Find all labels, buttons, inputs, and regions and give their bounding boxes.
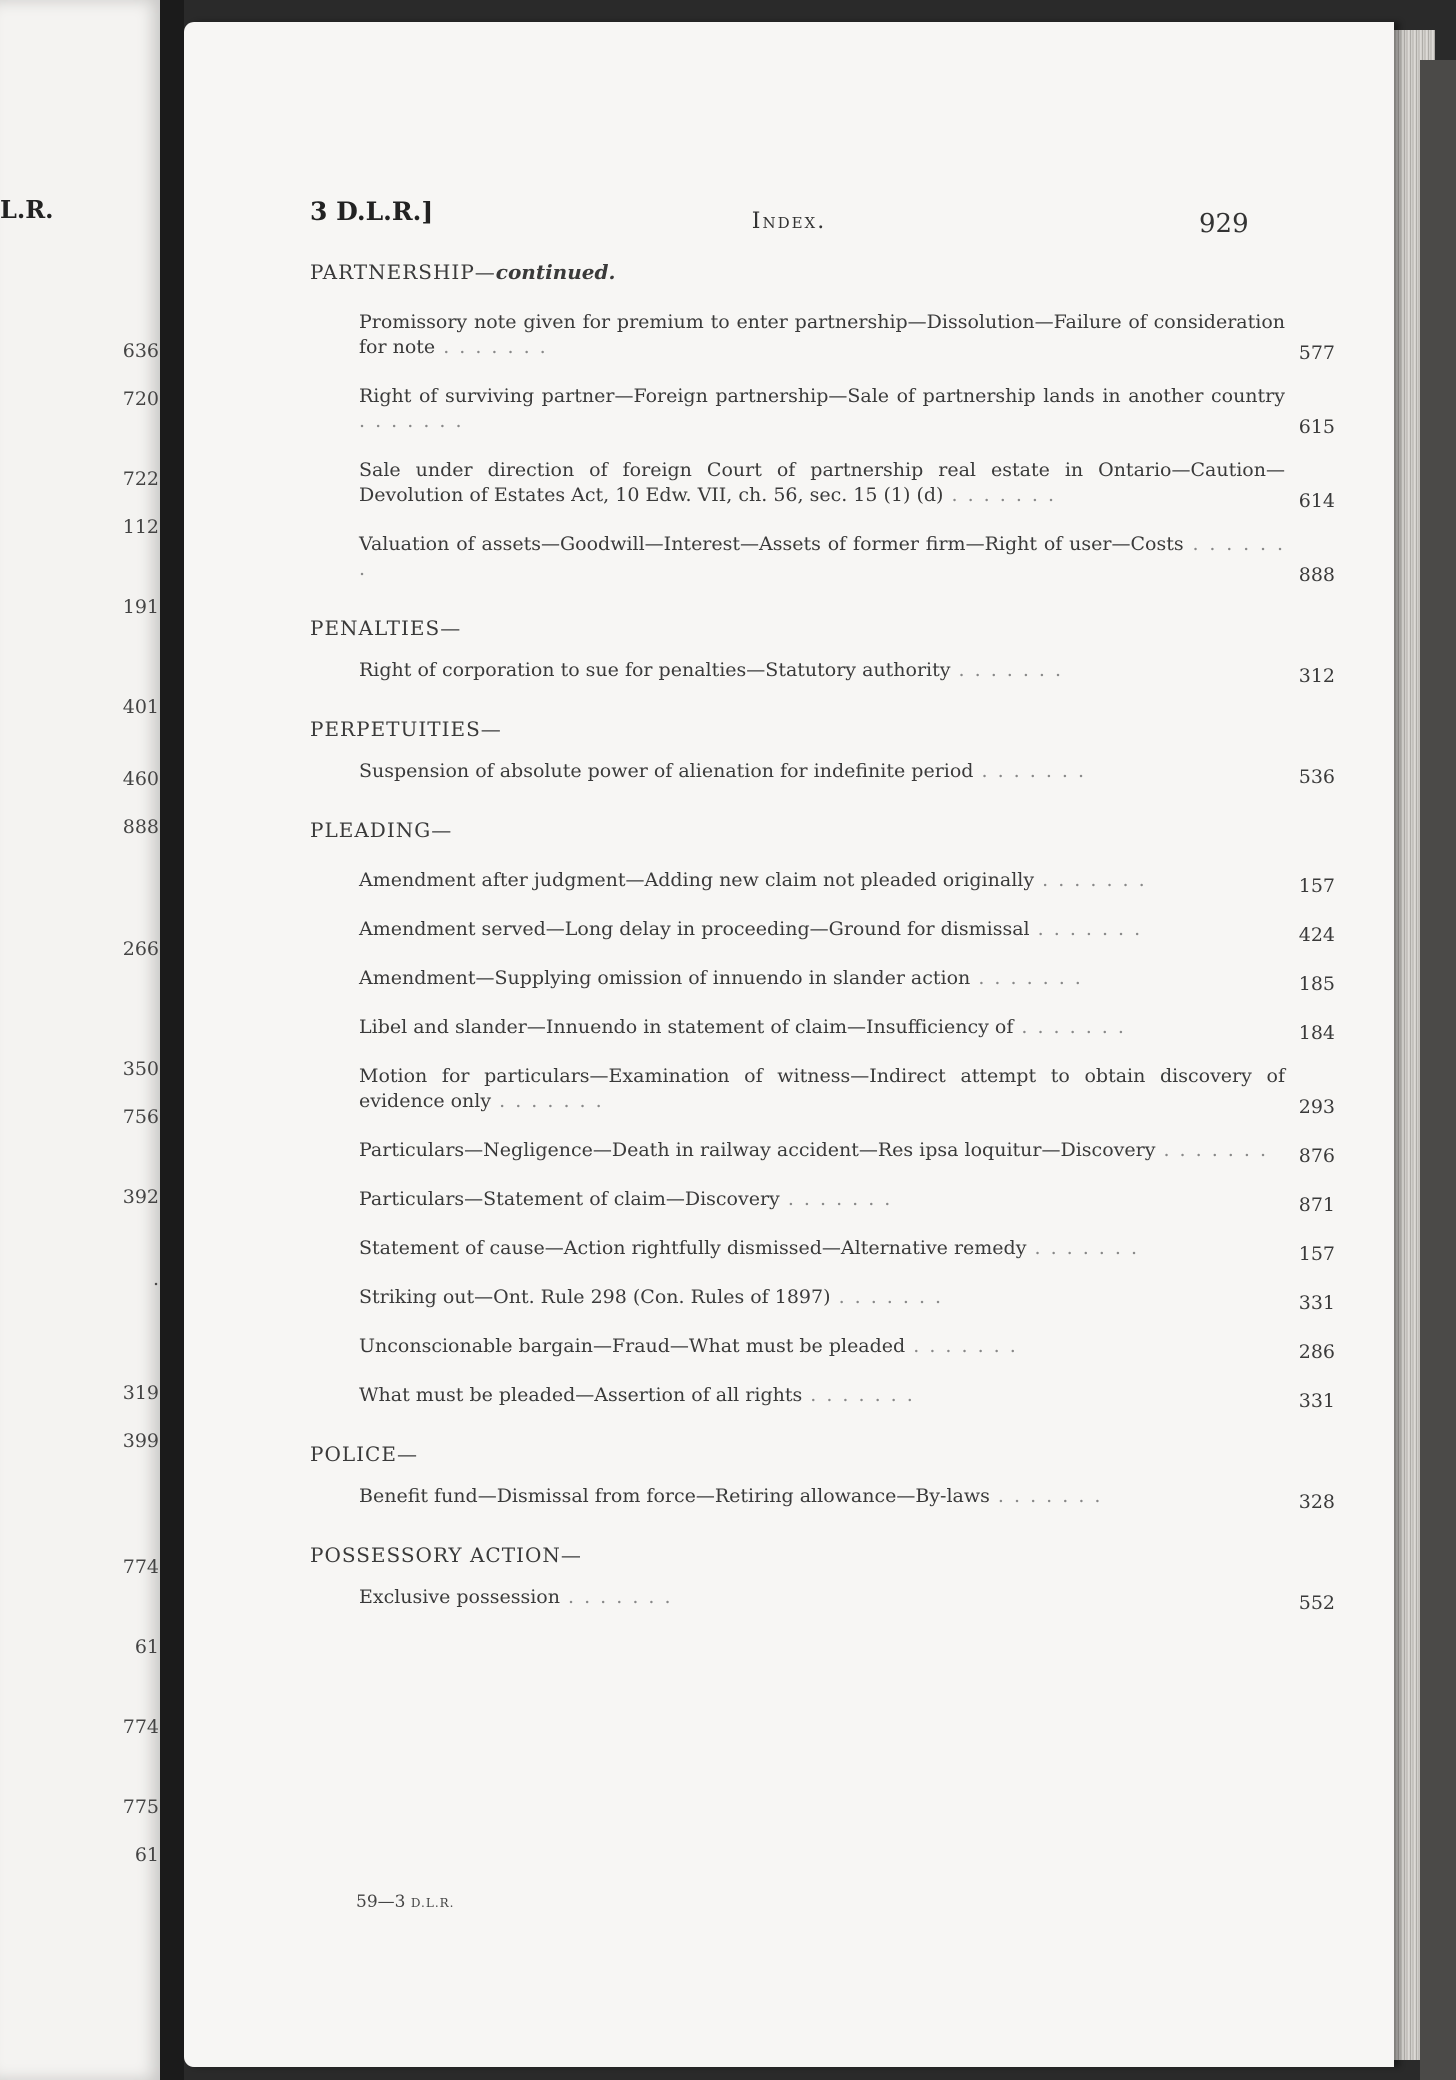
entry-text: Particulars—Statement of claim—Discovery (359, 1188, 780, 1210)
volume-label: 3 D.L.R.] (310, 197, 434, 226)
entry-text: Amendment after judgment—Adding new claim not pleaded originally (359, 869, 1035, 891)
index-entry (359, 1484, 1335, 1513)
facing-page-number: 720 (122, 388, 159, 410)
entry-page-ref: 614 (1298, 490, 1335, 512)
entry-page-ref: 286 (1298, 1341, 1335, 1363)
index-entry (359, 759, 1335, 788)
entry-text: Particulars—Negligence—Death in railway accident—Res ipsa loquitur—Discovery (359, 1139, 1156, 1161)
section-heading (310, 816, 1335, 844)
book-cover-edge (1420, 60, 1456, 2080)
facing-page-number: 392 (122, 1186, 159, 1208)
section-heading (310, 715, 1335, 743)
entry-page-ref: 185 (1298, 973, 1335, 995)
section-heading-text: PARTNERSHIP— (310, 260, 496, 284)
section-heading-text: POSSESSORY ACTION— (310, 1543, 582, 1567)
index-entry (359, 1334, 1335, 1363)
entry-page-ref: 331 (1298, 1292, 1335, 1314)
index-entry (359, 1064, 1335, 1118)
index-page (184, 22, 1394, 2067)
leader-dots: . . . . . . . (905, 1335, 1018, 1357)
index-entry (359, 1138, 1335, 1167)
leader-dots: . . . . . . . (1155, 1139, 1268, 1161)
facing-page-number: 722 (122, 468, 159, 490)
index-entry (359, 1383, 1335, 1412)
facing-page-number: 61 (134, 1636, 159, 1658)
entry-text: Unconscionable bargain—Fraud—What must be pleaded (359, 1335, 906, 1357)
leader-dots: . . . . . . . (491, 1090, 604, 1112)
entry-text: Libel and slander—Innuendo in statement of claim—Insufficiency of (359, 1016, 1014, 1038)
index-entry (359, 1187, 1335, 1216)
index-entry (359, 458, 1335, 512)
page-title: Index. (751, 209, 827, 234)
index-entry (359, 966, 1335, 995)
entry-page-ref: 331 (1298, 1390, 1335, 1412)
entry-text: Motion for particulars—Examination of witness—Indirect attempt to obtain discovery of evidence only (359, 1065, 1285, 1112)
facing-page-left (0, 0, 165, 2080)
entry-page-ref: 328 (1298, 1491, 1335, 1513)
section-heading-text: POLICE— (310, 1442, 418, 1466)
leader-dots: . . . . . . . (1029, 918, 1143, 940)
index-entry (359, 384, 1335, 438)
entry-text: Amendment—Supplying omission of innuendo in slander action (359, 967, 971, 989)
leader-dots: . . . . . . . (359, 410, 464, 432)
index-entry (359, 1285, 1335, 1314)
entry-text: Amendment served—Long delay in proceeding—Ground for dismissal (359, 918, 1030, 940)
facing-page-number: 266 (122, 938, 159, 960)
printer-signature (356, 1892, 455, 1912)
index-entry (359, 1585, 1335, 1614)
leader-dots: . . . . . . . (359, 533, 1285, 580)
entry-text: Right of corporation to sue for penalties—Statutory authority (359, 659, 951, 681)
facing-page-number: 399 (122, 1430, 159, 1452)
leader-dots: . . . . . . . (559, 1586, 673, 1608)
entry-text: Exclusive possession (359, 1586, 560, 1608)
running-head (184, 197, 1394, 237)
entry-page-ref: 871 (1298, 1194, 1335, 1216)
entry-text: Striking out—Ont. Rule 298 (Con. Rules of 1897) (359, 1286, 831, 1308)
section-heading-text: PENALTIES— (310, 616, 462, 640)
leader-dots: . . . . . . . (970, 967, 1083, 989)
index-content (310, 258, 1335, 1614)
facing-page-number: 191 (122, 596, 159, 618)
facing-page-number: 401 (122, 696, 159, 718)
facing-page-number: 112 (122, 516, 159, 538)
leader-dots: . . . . . . . (950, 659, 1064, 681)
index-entry (359, 1236, 1335, 1265)
entry-text: Valuation of assets—Goodwill—Interest—Assets of former firm—Right of user—Costs (359, 533, 1184, 555)
facing-page-number: 774 (122, 1716, 159, 1738)
facing-page-number: 636 (122, 340, 159, 362)
leader-dots: . . . . . . . (1026, 1237, 1140, 1259)
entry-page-ref: 536 (1298, 766, 1335, 788)
index-entry (359, 310, 1335, 364)
leader-dots: . . . . . . . (779, 1188, 893, 1210)
facing-page-number: 774 (122, 1556, 159, 1578)
leader-dots: . . . . . . . (802, 1384, 915, 1406)
entry-page-ref: 615 (1298, 416, 1335, 438)
entry-page-ref: 157 (1298, 1243, 1335, 1265)
signature-number: 59—3 (356, 1892, 406, 1912)
entry-page-ref: 424 (1298, 924, 1335, 946)
entry-text: Benefit fund—Dismissal from force—Retiring allowance—By-laws (359, 1485, 990, 1507)
index-entry (359, 1015, 1335, 1044)
section-heading (310, 258, 1335, 286)
entry-page-ref: 157 (1298, 875, 1335, 897)
entry-text: Statement of cause—Action rightfully dismissed—Alternative remedy (359, 1237, 1027, 1259)
book-gutter (160, 0, 184, 2080)
entry-text: Sale under direction of foreign Court of partnership real estate in Ontario—Caution—Devolution of Estates Act, 10 Edw. VII, ch. 56, sec. 15 (1) (d) (359, 459, 1285, 506)
leader-dots: . . . . . . . (1034, 869, 1147, 891)
facing-page-number: 61 (134, 1844, 159, 1866)
facing-page-number: 756 (122, 1106, 159, 1128)
leader-dots: . . . . . . . (973, 760, 1087, 782)
facing-page-number: . (152, 1268, 159, 1290)
facing-page-number: 319 (122, 1382, 159, 1404)
section-heading (310, 1440, 1335, 1468)
index-entry (359, 868, 1335, 897)
facing-page-number: 460 (122, 768, 159, 790)
facing-page-number: 888 (122, 816, 159, 838)
section-heading (310, 1541, 1335, 1569)
section-heading-text: PLEADING— (310, 818, 453, 842)
entry-page-ref: 293 (1298, 1096, 1335, 1118)
facing-page-heading: L.R. (0, 195, 54, 224)
entry-page-ref: 876 (1298, 1145, 1335, 1167)
index-entry (359, 658, 1335, 687)
section-heading (310, 614, 1335, 642)
entry-text: Promissory note given for premium to enter partnership—Dissolution—Failure of consideration for note (359, 311, 1285, 358)
entry-text: What must be pleaded—Assertion of all rights (359, 1384, 803, 1406)
index-entry (359, 917, 1335, 946)
leader-dots: . . . . . . . (943, 484, 1057, 506)
leader-dots: . . . . . . . (830, 1286, 944, 1308)
entry-page-ref: 888 (1298, 564, 1335, 586)
page-number: 929 (1199, 209, 1249, 239)
entry-text: Suspension of absolute power of alienation for indefinite period (359, 760, 974, 782)
entry-text: Right of surviving partner—Foreign partnership—Sale of partnership lands in another country (359, 385, 1285, 407)
leader-dots: . . . . . . . (989, 1485, 1103, 1507)
section-heading-text: PERPETUITIES— (310, 717, 502, 741)
continued-label: continued. (495, 260, 616, 284)
leader-dots: . . . . . . . (1013, 1016, 1126, 1038)
facing-page-number: 350 (122, 1058, 159, 1080)
entry-page-ref: 312 (1298, 665, 1335, 687)
facing-page-number: 775 (122, 1796, 159, 1818)
index-entry (359, 532, 1335, 586)
entry-page-ref: 577 (1298, 342, 1335, 364)
entry-page-ref: 552 (1298, 1592, 1335, 1614)
entry-page-ref: 184 (1298, 1022, 1335, 1044)
leader-dots: . . . . . . . (435, 336, 548, 358)
signature-abbr: D.L.R. (410, 1896, 455, 1910)
